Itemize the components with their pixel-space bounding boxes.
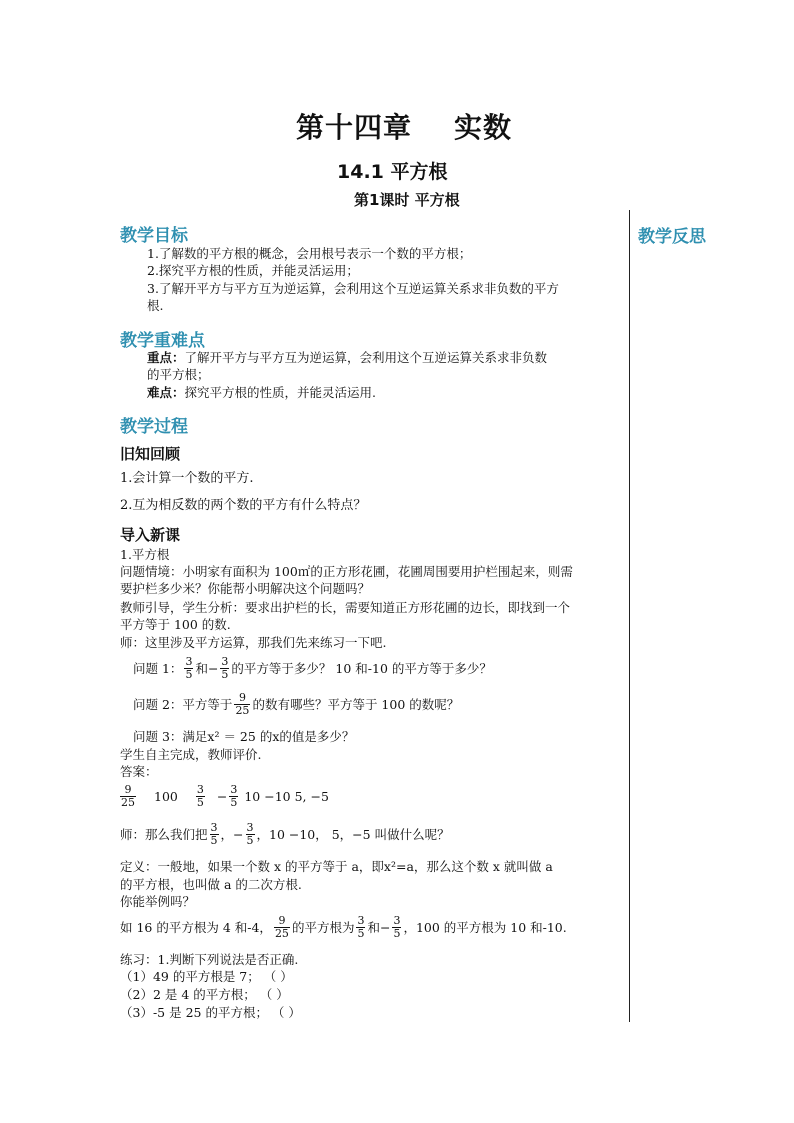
focus-text: 了解开平方与平方互为逆运算，会利用这个互逆运算关系求非负数 [184,350,548,365]
fraction [184,656,193,681]
fraction [274,915,290,940]
example-mid: 的平方根为 [291,920,355,935]
fraction [120,784,136,809]
definition-line: 定义：一般地，如果一个数 x 的平方等于 a，即x²=a，那么这个数 x 就叫做 a [120,859,553,874]
objective-item: 根. [147,298,164,313]
teacher-question-suffix: ，10 −10， 5，−5 叫做什么呢？ [256,827,450,842]
answer-minus: − [216,789,228,804]
process-heading: 教学过程 [120,417,188,437]
example-prefix: 如 16 的平方根为 4 和-4， [120,920,272,935]
question-1-prefix: 问题 1： [133,661,183,676]
chapter-subject: 实数 [454,111,513,144]
section-title: 14.1 平方根 [337,161,448,183]
numerator: 3 [393,914,401,927]
fraction [356,915,365,940]
question-1-mid: 和− [195,661,219,676]
practice-item: （3）-5 是 25 的平方根； （ ） [120,1005,301,1020]
numerator: 3 [246,821,254,834]
question-3: 问题 3：满足x² ＝ 25 的x的值是多少？ [133,729,355,744]
fraction [220,656,229,681]
question-2 [133,692,459,717]
focus-label: 重点： [147,350,185,365]
question-1-suffix: 的平方等于多少？ 10 和-10 的平方等于多少？ [231,661,492,676]
numerator: 9 [278,914,286,927]
objective-item: 3.了解开平方与平方互为逆运算，会利用这个互逆运算关系求非负数的平方 [147,281,559,296]
text-line: 教师引导，学生分析：要求出护栏的长，需要知道正方形花圃的边长，即找到一个 [120,600,571,615]
objective-item: 1.了解数的平方根的概念，会用根号表示一个数的平方根； [147,246,472,261]
review-item: 2.互为相反数的两个数的平方有什么特点？ [120,498,367,513]
objective-item: 2.探究平方根的性质，并能灵活运用； [147,263,359,278]
teacher-question [120,822,450,847]
numerator: 3 [196,783,204,796]
fraction [234,692,250,717]
answer-label: 答案： [120,764,158,779]
teacher-question-prefix: 师：那么我们把 [120,827,208,842]
text-line: 平方等于 100 的数. [120,617,231,632]
practice-item: （2）2 是 4 的平方根； （ ） [120,987,289,1002]
difficulty-text: 探究平方根的性质，并能灵活运用. [184,385,376,400]
review-heading: 旧知回顾 [120,445,181,463]
text-line: 问题情境：小明家有面积为 100㎡的正方形花圃，花圃周围要用护栏围起来，则需 [120,564,573,579]
difficulty-label: 难点： [147,385,185,400]
example-suffix: ，100 的平方根为 10 和-10. [403,920,567,935]
text-line: 你能举例吗？ [120,894,196,909]
numerator: 9 [238,691,246,704]
answer-row [118,784,329,809]
text-line: 1.平方根 [120,547,170,562]
difficulty-line [147,384,376,401]
question-2-suffix: 的数有哪些？平方等于 100 的数呢？ [252,697,460,712]
denominator: 5 [185,668,193,681]
column-divider [629,210,630,1022]
key-points-heading: 教学重难点 [120,331,205,351]
reflection-heading: 教学反思 [638,227,706,247]
text-line: 要护栏多少米？你能帮小明解决这个问题吗？ [120,581,371,596]
numerator: 3 [221,655,229,668]
teacher-question-mid: ，− [220,827,244,842]
practice-item: （1）49 的平方根是 7； （ ） [120,969,293,984]
fraction [196,784,205,809]
example-line [120,915,567,940]
denominator: 5 [210,834,218,847]
focus-line [147,349,547,366]
question-1 [133,656,492,681]
denominator: 5 [221,668,229,681]
denominator: 25 [274,927,289,940]
chapter-title: 第十四章 [296,111,413,144]
numerator: 3 [230,783,238,796]
denominator: 5 [393,927,401,940]
chapter-heading [296,106,512,146]
definition-line: 的平方根，也叫做 a 的二次方根. [120,877,302,892]
answer-value: 100 [154,789,178,804]
numerator: 9 [124,783,132,796]
focus-text-cont: 的平方根； [147,367,210,382]
numerator: 3 [210,821,218,834]
text-line: 师：这里涉及平方运算，那我们先来练习一下吧. [120,635,387,650]
objectives-heading: 教学目标 [120,226,188,246]
practice-heading: 练习：1.判断下列说法是否正确. [120,952,299,967]
fraction [392,915,401,940]
denominator: 5 [246,834,254,847]
denominator: 25 [235,704,250,717]
lesson-title: 第1课时 平方根 [354,191,460,209]
denominator: 5 [230,796,238,809]
review-item: 1.会计算一个数的平方. [120,471,254,486]
denominator: 5 [357,927,365,940]
denominator: 25 [121,796,135,809]
text-line: 学生自主完成，教师评价. [120,747,262,762]
denominator: 5 [196,796,204,809]
question-2-prefix: 问题 2：平方等于 [133,697,233,712]
intro-heading: 导入新课 [120,526,181,544]
numerator: 3 [185,655,193,668]
fraction [229,784,238,809]
fraction [246,822,255,847]
answer-rest: 10 −10 5, −5 [244,789,329,804]
fraction [210,822,219,847]
example-mid: 和− [367,920,391,935]
numerator: 3 [357,914,365,927]
